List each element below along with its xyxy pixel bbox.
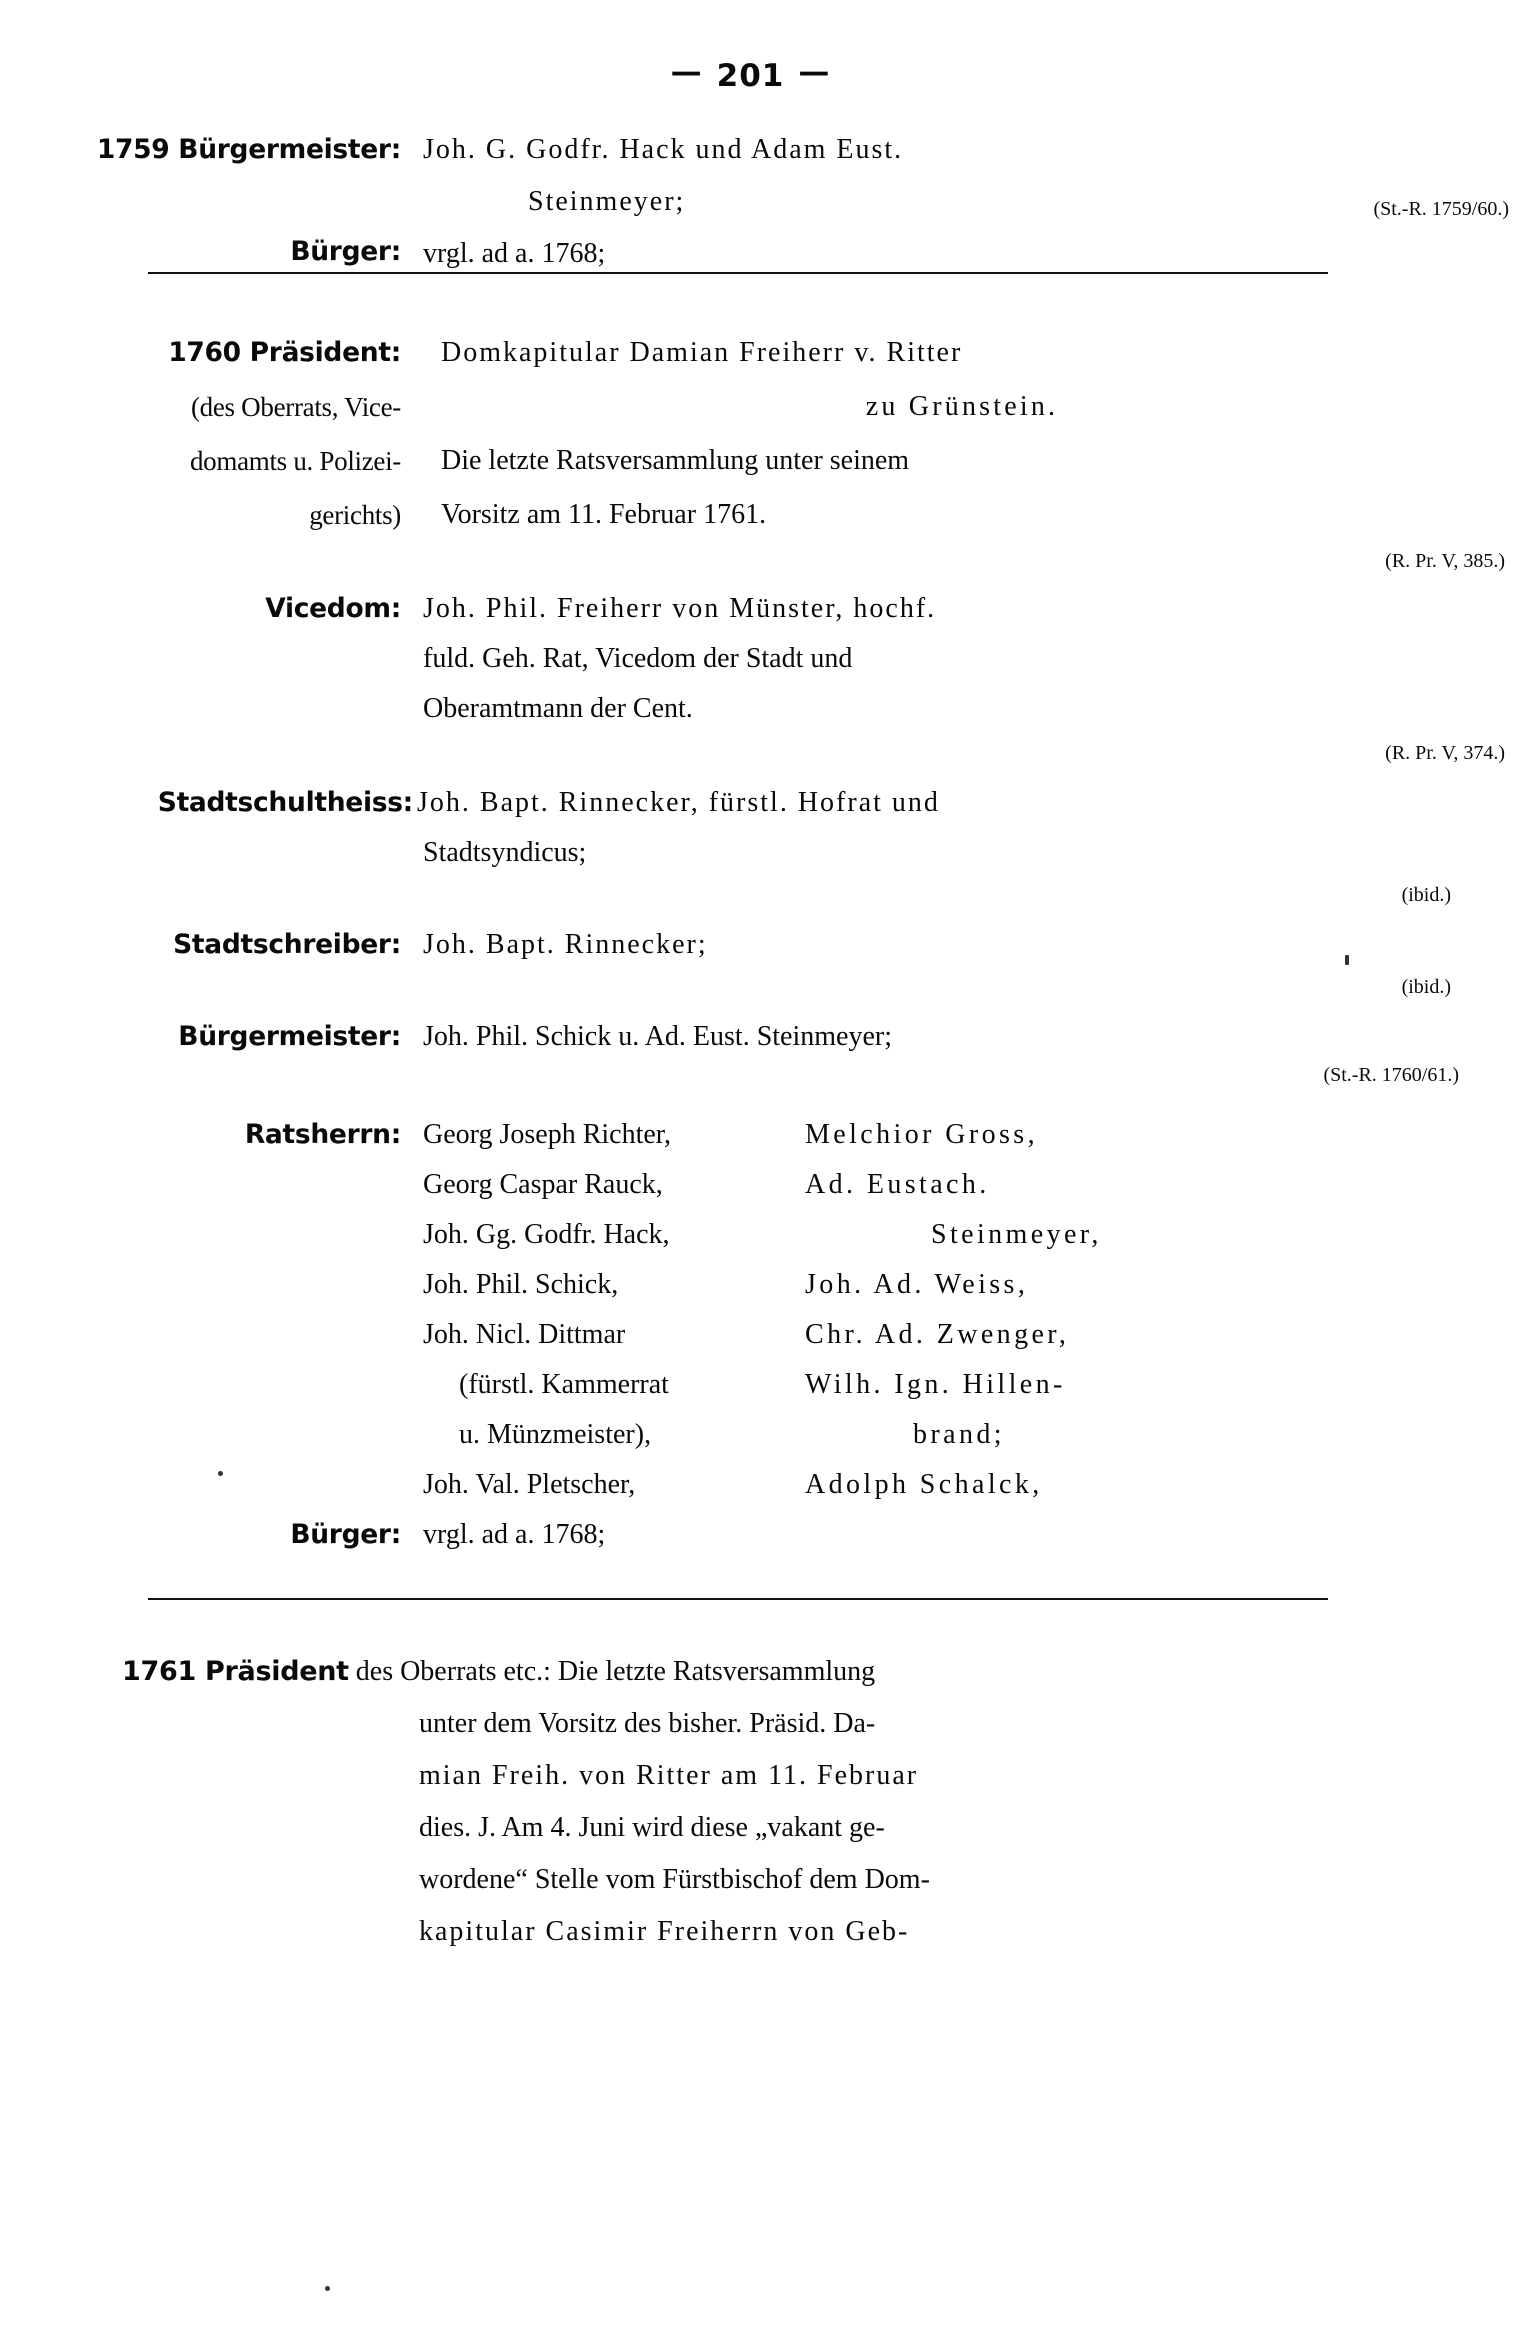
ratsherrn-left-item: Joh. Nicl. Dittmar — [423, 1319, 626, 1350]
ratsherrn-right-item: brand; — [913, 1419, 1005, 1450]
folio-dash-right: — — [798, 54, 831, 90]
entry-1760-praesident-citation: (R. Pr. V, 385.) — [1385, 550, 1505, 572]
ratsherrn-name-columns — [423, 1110, 1531, 1510]
entry-1760-buergermeister-row — [0, 1012, 1531, 1062]
entry-1760-vicedom-body — [415, 584, 1531, 734]
entry-1760-praesident-body — [415, 326, 1531, 542]
ratsherrn-right-column — [805, 1110, 1531, 1510]
entry-1760-stadtschultheiss-label: Stadtschultheiss: — [157, 787, 413, 818]
entry-1759-label-column — [0, 124, 415, 280]
entry-1760-ratsherrn-label-column — [0, 1110, 415, 1510]
ratsherrn-right-item: Wilh. Ign. Hillen- — [805, 1369, 1066, 1400]
entry-1759-line-1: Joh. G. Godfr. Hack und Adam Eust. — [423, 134, 904, 165]
entry-1761-line-6: kapitular Casimir Freiherrn von Geb- — [419, 1916, 910, 1947]
entry-1761-line-3: mian Freih. von Ritter am 11. Februar — [419, 1760, 919, 1791]
entry-1760-vicedom-line-2: fuld. Geh. Rat, Vicedom der Stadt und — [423, 643, 853, 674]
entry-1760-stadtschultheiss-body — [415, 778, 1531, 878]
ratsherrn-left-column — [423, 1110, 805, 1510]
ratsherrn-left-item: Joh. Gg. Godfr. Hack, — [423, 1219, 670, 1250]
entry-1761-lead: 1761 Präsident — [122, 1656, 349, 1687]
entry-1760-stadtschreiber-body: Joh. Bapt. Rinnecker; — [423, 929, 708, 960]
entry-1760-buergermeister-body: Joh. Phil. Schick u. Ad. Eust. Steinmeyer; — [423, 1021, 892, 1052]
entry-1760-praesident-line-3: Die letzte Ratsversammlung unter seinem — [441, 445, 910, 476]
page-number-header — [0, 0, 1531, 94]
entry-1760-stadtschultheiss-line-2: Stadtsyndicus; — [423, 837, 587, 868]
entry-1760-vicedom-line-1: Joh. Phil. Freiherr von Münster, hochf. — [423, 593, 937, 624]
entry-1760-vicedom-row — [0, 584, 1531, 734]
entry-1760-buerger-label: Bürger: — [290, 1519, 401, 1550]
entry-1760-stadtschultheiss-citation: (ibid.) — [1401, 884, 1451, 906]
entry-1760-stadtschultheiss-line-1: Joh. Bapt. Rinnecker, fürstl. Hofrat und — [417, 787, 940, 818]
ratsherrn-left-item: Georg Caspar Rauck, — [423, 1169, 663, 1200]
entry-1759-buergermeister-label: 1759 Bürgermeister: — [96, 134, 401, 165]
entry-1761-paragraph — [122, 1646, 1322, 1958]
entry-1760-buerger-label-column — [0, 1510, 415, 1560]
entry-1759-line-2: Steinmeyer; — [528, 186, 686, 217]
entry-1760-praesident-label-column — [0, 326, 415, 542]
entry-1760-stadtschreiber-label-column — [0, 920, 415, 970]
folio-dash-left: — — [670, 54, 703, 90]
entry-1760-ratsherrn-body — [415, 1110, 1531, 1510]
ratsherrn-left-item: Joh. Phil. Schick, — [423, 1269, 619, 1300]
scan-speck — [325, 2286, 330, 2291]
entry-1759-body-column — [415, 124, 1531, 280]
entry-1761 — [122, 1646, 1322, 1958]
entry-1760-praesident-row — [0, 326, 1531, 542]
entry-1760-buerger-row — [0, 1510, 1531, 1560]
section-divider-2 — [148, 1598, 1328, 1600]
entry-1760-ratsherrn-label: Ratsherrn: — [244, 1119, 401, 1150]
entry-1760-buergermeister-citation: (St.-R. 1760/61.) — [1323, 1064, 1459, 1086]
entry-1760-praesident-line-4: Vorsitz am 11. Februar 1761. — [441, 499, 767, 530]
entry-1761-line-2: unter dem Vorsitz des bisher. Präsid. Da- — [419, 1708, 876, 1739]
entry-1760-vicedom-label-column — [0, 584, 415, 734]
ratsherrn-left-item: (fürstl. Kammerrat — [459, 1369, 669, 1400]
entry-1759-buerger-label: Bürger: — [290, 236, 401, 267]
ratsherrn-right-item: Chr. Ad. Zwenger, — [805, 1319, 1070, 1350]
entry-1760-buergermeister-label-column — [0, 1012, 415, 1062]
entry-1760-stadtschreiber-row — [0, 920, 1531, 970]
entry-1760-stadtschreiber-citation: (ibid.) — [1401, 976, 1451, 998]
entry-1760-vicedom-citation: (R. Pr. V, 374.) — [1385, 742, 1505, 764]
entry-1760-buerger-body: vrgl. ad a. 1768; — [423, 1519, 606, 1550]
entry-1760-vicedom-line-3: Oberamtmann der Cent. — [423, 693, 693, 724]
entry-1760-praesident-sublabel-2: domamts u. Polizei- — [189, 446, 401, 476]
entry-1761-line-1-text: des Oberrats etc.: Die letzte Ratsversammlung — [355, 1656, 876, 1687]
entry-1759-buerger-value: vrgl. ad a. 1768; — [423, 238, 606, 269]
entry-1760-stadtschreiber-label: Stadtschreiber: — [173, 929, 401, 960]
ratsherrn-right-item: Steinmeyer, — [931, 1219, 1102, 1250]
entry-1760 — [0, 326, 1531, 1560]
entry-1761-line-1 — [122, 1646, 1322, 1698]
entry-1759 — [0, 124, 1531, 280]
scan-speck — [1345, 955, 1349, 965]
entry-1760-praesident-sublabel-3: gerichts) — [309, 500, 401, 530]
scan-speck — [218, 1471, 223, 1476]
ratsherrn-right-item: Ad. Eustach. — [805, 1169, 990, 1200]
entry-1760-stadtschultheiss-row — [0, 778, 1531, 878]
entry-1760-stadtschultheiss-label-column — [0, 778, 415, 878]
entry-1759-citation: (St.-R. 1759/60.) — [1373, 198, 1509, 220]
entry-1760-buergermeister-label: Bürgermeister: — [178, 1021, 401, 1052]
entry-1760-vicedom-label: Vicedom: — [265, 593, 401, 624]
ratsherrn-right-item: Melchior Gross, — [805, 1119, 1038, 1150]
ratsherrn-right-item: Adolph Schalck, — [805, 1469, 1043, 1500]
folio-number: 201 — [716, 58, 785, 94]
entry-1761-line-5: wordene“ Stelle vom Fürstbischof dem Dom- — [419, 1864, 930, 1895]
entry-1760-praesident-line-1: Domkapitular Damian Freiherr v. Ritter — [441, 337, 963, 368]
ratsherrn-left-item: Georg Joseph Richter, — [423, 1119, 671, 1150]
ratsherrn-right-item: Joh. Ad. Weiss, — [805, 1269, 1029, 1300]
entry-1760-praesident-sublabel-1: (des Oberrats, Vice- — [190, 392, 401, 422]
entry-1760-praesident-label: 1760 Präsident: — [168, 337, 401, 368]
ratsherrn-left-item: Joh. Val. Pletscher, — [423, 1469, 636, 1500]
entry-1760-ratsherrn-row — [0, 1110, 1531, 1510]
ratsherrn-left-item: u. Münzmeister), — [459, 1419, 652, 1450]
entry-1760-praesident-line-2: zu Grünstein. — [865, 391, 1059, 422]
entry-1761-line-4: dies. J. Am 4. Juni wird diese „vakant ge- — [419, 1812, 885, 1843]
